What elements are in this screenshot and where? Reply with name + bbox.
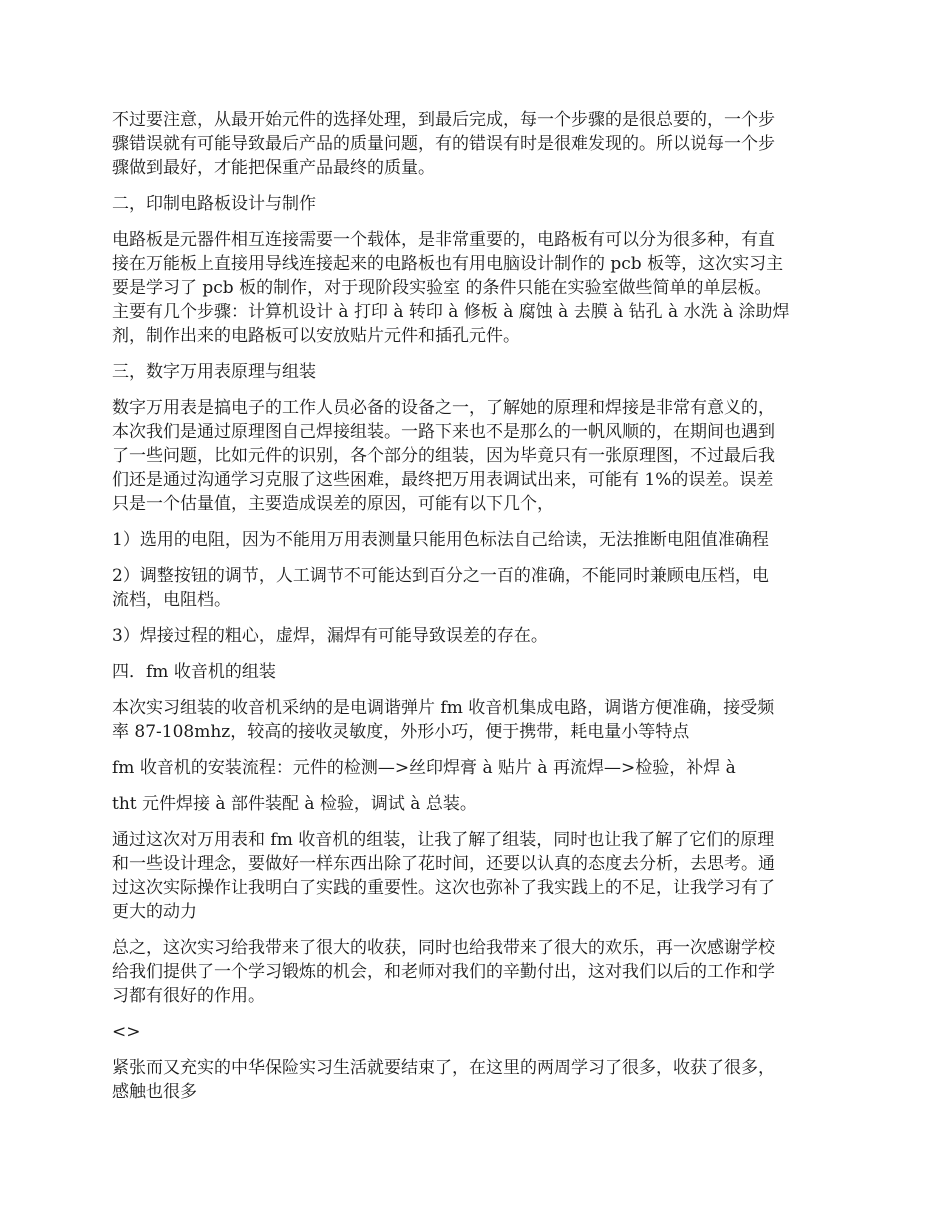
text-line: 接在万能板上直接用导线连接起来的电路板也有用电脑设计制作的 pcb 板等，这次实习主 xyxy=(112,254,784,274)
multimeter-paragraph xyxy=(112,396,842,516)
text-line: 率 87-108mhz，较高的接收灵敏度，外形小巧，便于携带，耗电量小等特点 xyxy=(112,722,690,742)
text-line: 紧张而又充实的中华保险实习生活就要结束了，在这里的两周学习了很多，收获了很多， xyxy=(112,1058,775,1078)
text-line: 数字万用表是搞电子的工作人员必备的设备之一，了解她的原理和焊接是非常有意义的， xyxy=(112,398,775,418)
text-line: 要是学习了 pcb 板的制作，对于现阶段实验室 的条件只能在实验室做些简单的单层板。 xyxy=(112,278,772,298)
text-line: 3）焊接过程的粗心，虚焊，漏焊有可能导致误差的存在。 xyxy=(112,626,548,646)
text-line: 电路板是元器件相互连接需要一个载体，是非常重要的，电路板有可以分为很多种，有直 xyxy=(112,230,775,250)
error-cause-item-1 xyxy=(112,528,842,552)
fm-radio-paragraph xyxy=(112,696,842,744)
reflection-paragraph xyxy=(112,828,842,924)
text-line: 1）选用的电阻，因为不能用万用表测量只能用色标法自己给读，无法推断电阻值准确程 xyxy=(112,530,769,550)
text-line: 过这次实际操作让我明白了实践的重要性。这次也弥补了我实践上的不足，让我学习有了 xyxy=(112,878,775,898)
text-line: 本次我们是通过原理图自己焊接组装。一路下来也不是那么的一帆风顺的，在期间也遇到 xyxy=(112,422,775,442)
section-heading-multimeter xyxy=(112,360,842,384)
text-line: <> xyxy=(112,1022,141,1042)
error-cause-item-2 xyxy=(112,564,842,612)
heading-text: 三，数字万用表原理与组装 xyxy=(112,362,316,382)
fm-install-process xyxy=(112,756,842,780)
text-line: 感触也很多 xyxy=(112,1082,197,1102)
text-line: 和一些设计理念，要做好一样东西出除了花时间，还要以认真的态度去分析，去思考。通 xyxy=(112,854,775,874)
text-line: tht 元件焊接 à 部件装配 à 检验，调试 à 总装。 xyxy=(112,794,477,814)
text-line: 本次实习组装的收音机采纳的是电调谐弹片 fm 收音机集成电路，调谐方便准确，接受频 xyxy=(112,698,775,718)
text-line: 骤错误就有可能导致最后产品的质量问题，有的错误有时是很难发现的。所以说每一个步 xyxy=(112,134,775,154)
text-line: 剂，制作出来的电路板可以安放贴片元件和插孔元件。 xyxy=(112,326,520,346)
intro-paragraph xyxy=(112,108,842,180)
fm-install-process-continued xyxy=(112,792,842,816)
section-heading-fm-radio xyxy=(112,660,842,684)
conclusion-paragraph xyxy=(112,936,842,1008)
text-line: 骤做到最好，才能把保重产品最终的质量。 xyxy=(112,158,435,178)
text-line: 只是一个估量值，主要造成误差的原因，可能有以下几个， xyxy=(112,494,554,514)
pcb-paragraph xyxy=(112,228,842,348)
text-line: 总之，这次实习给我带来了很大的收获，同时也给我带来了很大的欢乐，再一次感谢学校 xyxy=(112,938,775,958)
text-line: 习都有很好的作用。 xyxy=(112,986,265,1006)
heading-text: 四．fm 收音机的组装 xyxy=(112,662,276,682)
text-line: 给我们提供了一个学习锻炼的机会，和老师对我们的辛勤付出，这对我们以后的工作和学 xyxy=(112,962,775,982)
text-line: 不过要注意，从最开始元件的选择处理，到最后完成，每一个步骤的是很总要的，一个步 xyxy=(112,110,775,130)
text-line: fm 收音机的安装流程：元件的检测—>丝印焊膏 à 贴片 à 再流焊—>检验，补焊 à xyxy=(112,758,736,778)
document-page xyxy=(112,108,842,1116)
insurance-internship-paragraph xyxy=(112,1056,842,1104)
separator-marker xyxy=(112,1020,842,1044)
text-line: 了一些问题，比如元件的识别，各个部分的组装，因为毕竟只有一张原理图，不过最后我 xyxy=(112,446,775,466)
text-line: 们还是通过沟通学习克服了这些困难，最终把万用表调试出来，可能有 1%的误差。误差 xyxy=(112,470,774,490)
text-line: 2）调整按钮的调节，人工调节不可能达到百分之一百的准确，不能同时兼顾电压档，电 xyxy=(112,566,769,586)
text-line: 主要有几个步骤：计算机设计 à 打印 à 转印 à 修板 à 腐蚀 à 去膜 à 钻孔 à 水洗 à 涂助焊 xyxy=(112,302,790,322)
text-line: 通过这次对万用表和 fm 收音机的组装，让我了解了组装，同时也让我了解了它们的原理 xyxy=(112,830,775,850)
text-line: 流档，电阻档。 xyxy=(112,590,231,610)
text-line: 更大的动力 xyxy=(112,902,197,922)
error-cause-item-3 xyxy=(112,624,842,648)
heading-text: 二，印制电路板设计与制作 xyxy=(112,194,316,214)
section-heading-pcb xyxy=(112,192,842,216)
